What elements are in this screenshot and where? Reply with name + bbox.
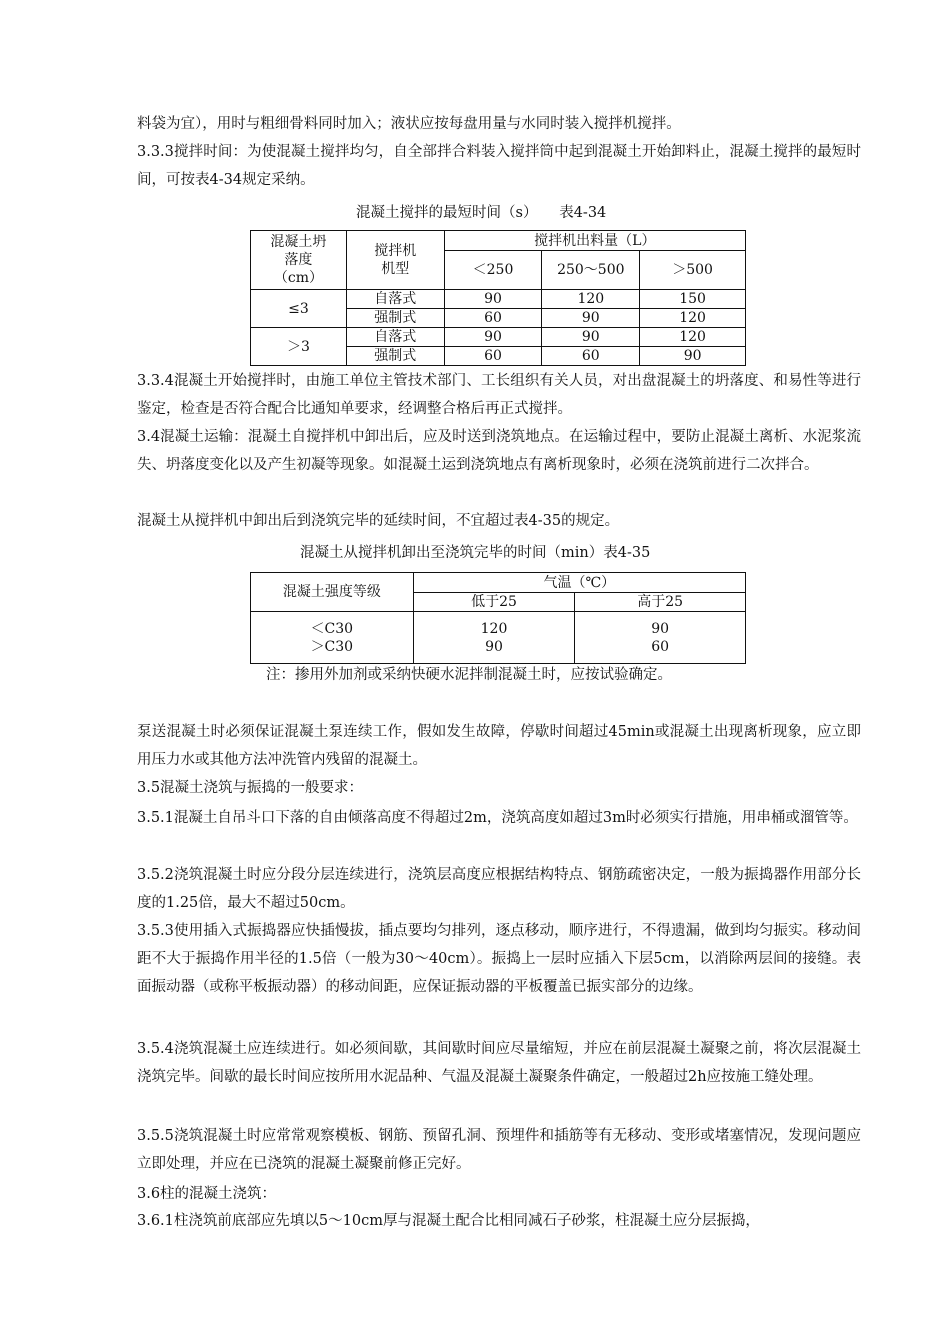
paragraph-3-6-1: 3.6.1柱浇筑前底部应先填以5～10cm厚与混凝土配合比相同减石子砂浆，柱混凝土应分层振捣，: [137, 1213, 760, 1229]
header-col-lt250: ＜250: [444, 251, 542, 290]
header-col-250-500: 250～500: [542, 251, 640, 290]
header-above-25: 高于25: [575, 593, 746, 612]
cell: 120: [542, 290, 640, 309]
paragraph-3-5-1: 3.5.1混凝土自吊斗口下落的自由倾落高度不得超过2m，浇筑高度如超过3m时必须实行措施，用串桶或溜管等。: [137, 810, 858, 826]
paragraph-3-5: 3.5混凝土浇筑与振捣的一般要求：: [137, 780, 364, 796]
cell: 强制式: [346, 347, 444, 366]
paragraph: 料袋为宜），用时与粗细骨料同时加入；液状应按每盘用量与水同时装入搅拌机搅拌。: [137, 116, 681, 132]
paragraph-3-5-5: 3.5.5浇筑混凝土时应常常观察模板、钢筋、预留孔洞、预埋件和插筋等有无移动、变形或堵塞情况，发现问题应立即处理，并应在已浇筑的混凝土凝聚前修正完好。: [137, 1128, 861, 1172]
header-output: 搅拌机出料量（L）: [444, 231, 745, 251]
cell: 120: [640, 328, 746, 347]
paragraph-pumping: 泵送混凝土时必须保证混凝土泵连续工作，假如发生故障，停歇时间超过45min或混凝土出现离析现象，应立即用压力水或其他方法冲洗管内残留的混凝土。: [137, 724, 861, 768]
cell: 90: [444, 328, 542, 347]
cell: 90: [542, 309, 640, 328]
table-4-34-caption: 混凝土搅拌的最短时间（s） 表4-34: [356, 205, 607, 221]
table-4-34: [250, 230, 746, 366]
paragraph-3-6: 3.6柱的混凝土浇筑：: [137, 1186, 277, 1202]
table-4-35-caption: 混凝土从搅拌机卸出至浇筑完毕的时间（min）表4-35: [300, 545, 651, 561]
cell-below-25: 120 90: [413, 612, 575, 664]
header-strength-grade: 混凝土强度等级: [251, 573, 414, 612]
table-row: [251, 612, 746, 664]
table-row: [251, 328, 746, 347]
header-temperature: 气温（℃）: [413, 573, 745, 593]
group-le3: ≤3: [251, 290, 347, 328]
cell-grades: ＜C30 ＞C30: [251, 612, 414, 664]
paragraph-3-5-3: 3.5.3使用插入式振捣器应快插慢拔，插点要均匀排列，逐点移动，顺序进行，不得遗漏，做到均匀振实。移动间距不大于振捣作用半径的1.5倍（一般为30～40cm）。振捣上一层时应插入下层5cm，以消除两层间的接缝。表面振动器（或称平板振动器）的移动间距，应保证振动器的平板覆盖已振实部分的边缘。: [137, 923, 861, 995]
header-col-gt500: ＞500: [640, 251, 746, 290]
group-gt3: ＞3: [251, 328, 347, 366]
cell: 强制式: [346, 309, 444, 328]
paragraph: 混凝土从搅拌机中卸出后到浇筑完毕的延续时间，不宜超过表4-35的规定。: [137, 513, 620, 529]
cell: 60: [444, 347, 542, 366]
header-below-25: 低于25: [413, 593, 575, 612]
header-mixer-type: 搅拌机 机型: [346, 231, 444, 290]
cell: 90: [542, 328, 640, 347]
table-4-35-note: 注：掺用外加剂或采纳快硬水泥拌制混凝土时，应按试验确定。: [266, 667, 672, 683]
cell: 自落式: [346, 328, 444, 347]
cell: 自落式: [346, 290, 444, 309]
paragraph-3-4: 3.4混凝土运输：混凝土自搅拌机中卸出后，应及时送到浇筑地点。在运输过程中，要防止混凝土离析、水泥浆流失、坍落度变化以及产生初凝等现象。如混凝土运到浇筑地点有离析现象时，必须在浇筑前进行二次拌合。: [137, 429, 861, 473]
cell-above-25: 90 60: [575, 612, 746, 664]
paragraph-3-5-4: 3.5.4浇筑混凝土应连续进行。如必须间歇，其间歇时间应尽量缩短，并应在前层混凝土凝聚之前，将次层混凝土浇筑完毕。间歇的最长时间应按所用水泥品种、气温及混凝土凝聚条件确定，一般超过2h应按施工缝处理。: [137, 1041, 861, 1085]
cell: 90: [444, 290, 542, 309]
paragraph-3-5-2: 3.5.2浇筑混凝土时应分段分层连续进行，浇筑层高度应根据结构特点、钢筋疏密决定，一般为振捣器作用部分长度的1.25倍，最大不超过50cm。: [137, 867, 861, 911]
cell: 120: [640, 309, 746, 328]
cell: 60: [542, 347, 640, 366]
table-4-35: [250, 572, 746, 664]
cell: 60: [444, 309, 542, 328]
header-slump: 混凝土坍 落度 （cm）: [251, 231, 347, 290]
paragraph-3-3-4: 3.3.4混凝土开始搅拌时，由施工单位主管技术部门、工长组织有关人员，对出盘混凝土的坍落度、和易性等进行鉴定，检查是否符合配合比通知单要求，经调整合格后再正式搅拌。: [137, 373, 861, 417]
cell: 150: [640, 290, 746, 309]
paragraph-3-3-3: 3.3.3搅拌时间：为使混凝土搅拌均匀，自全部拌合料装入搅拌筒中起到混凝土开始卸料止，混凝土搅拌的最短时间，可按表4-34规定采纳。: [137, 144, 861, 188]
table-row: [251, 290, 746, 309]
cell: 90: [640, 347, 746, 366]
